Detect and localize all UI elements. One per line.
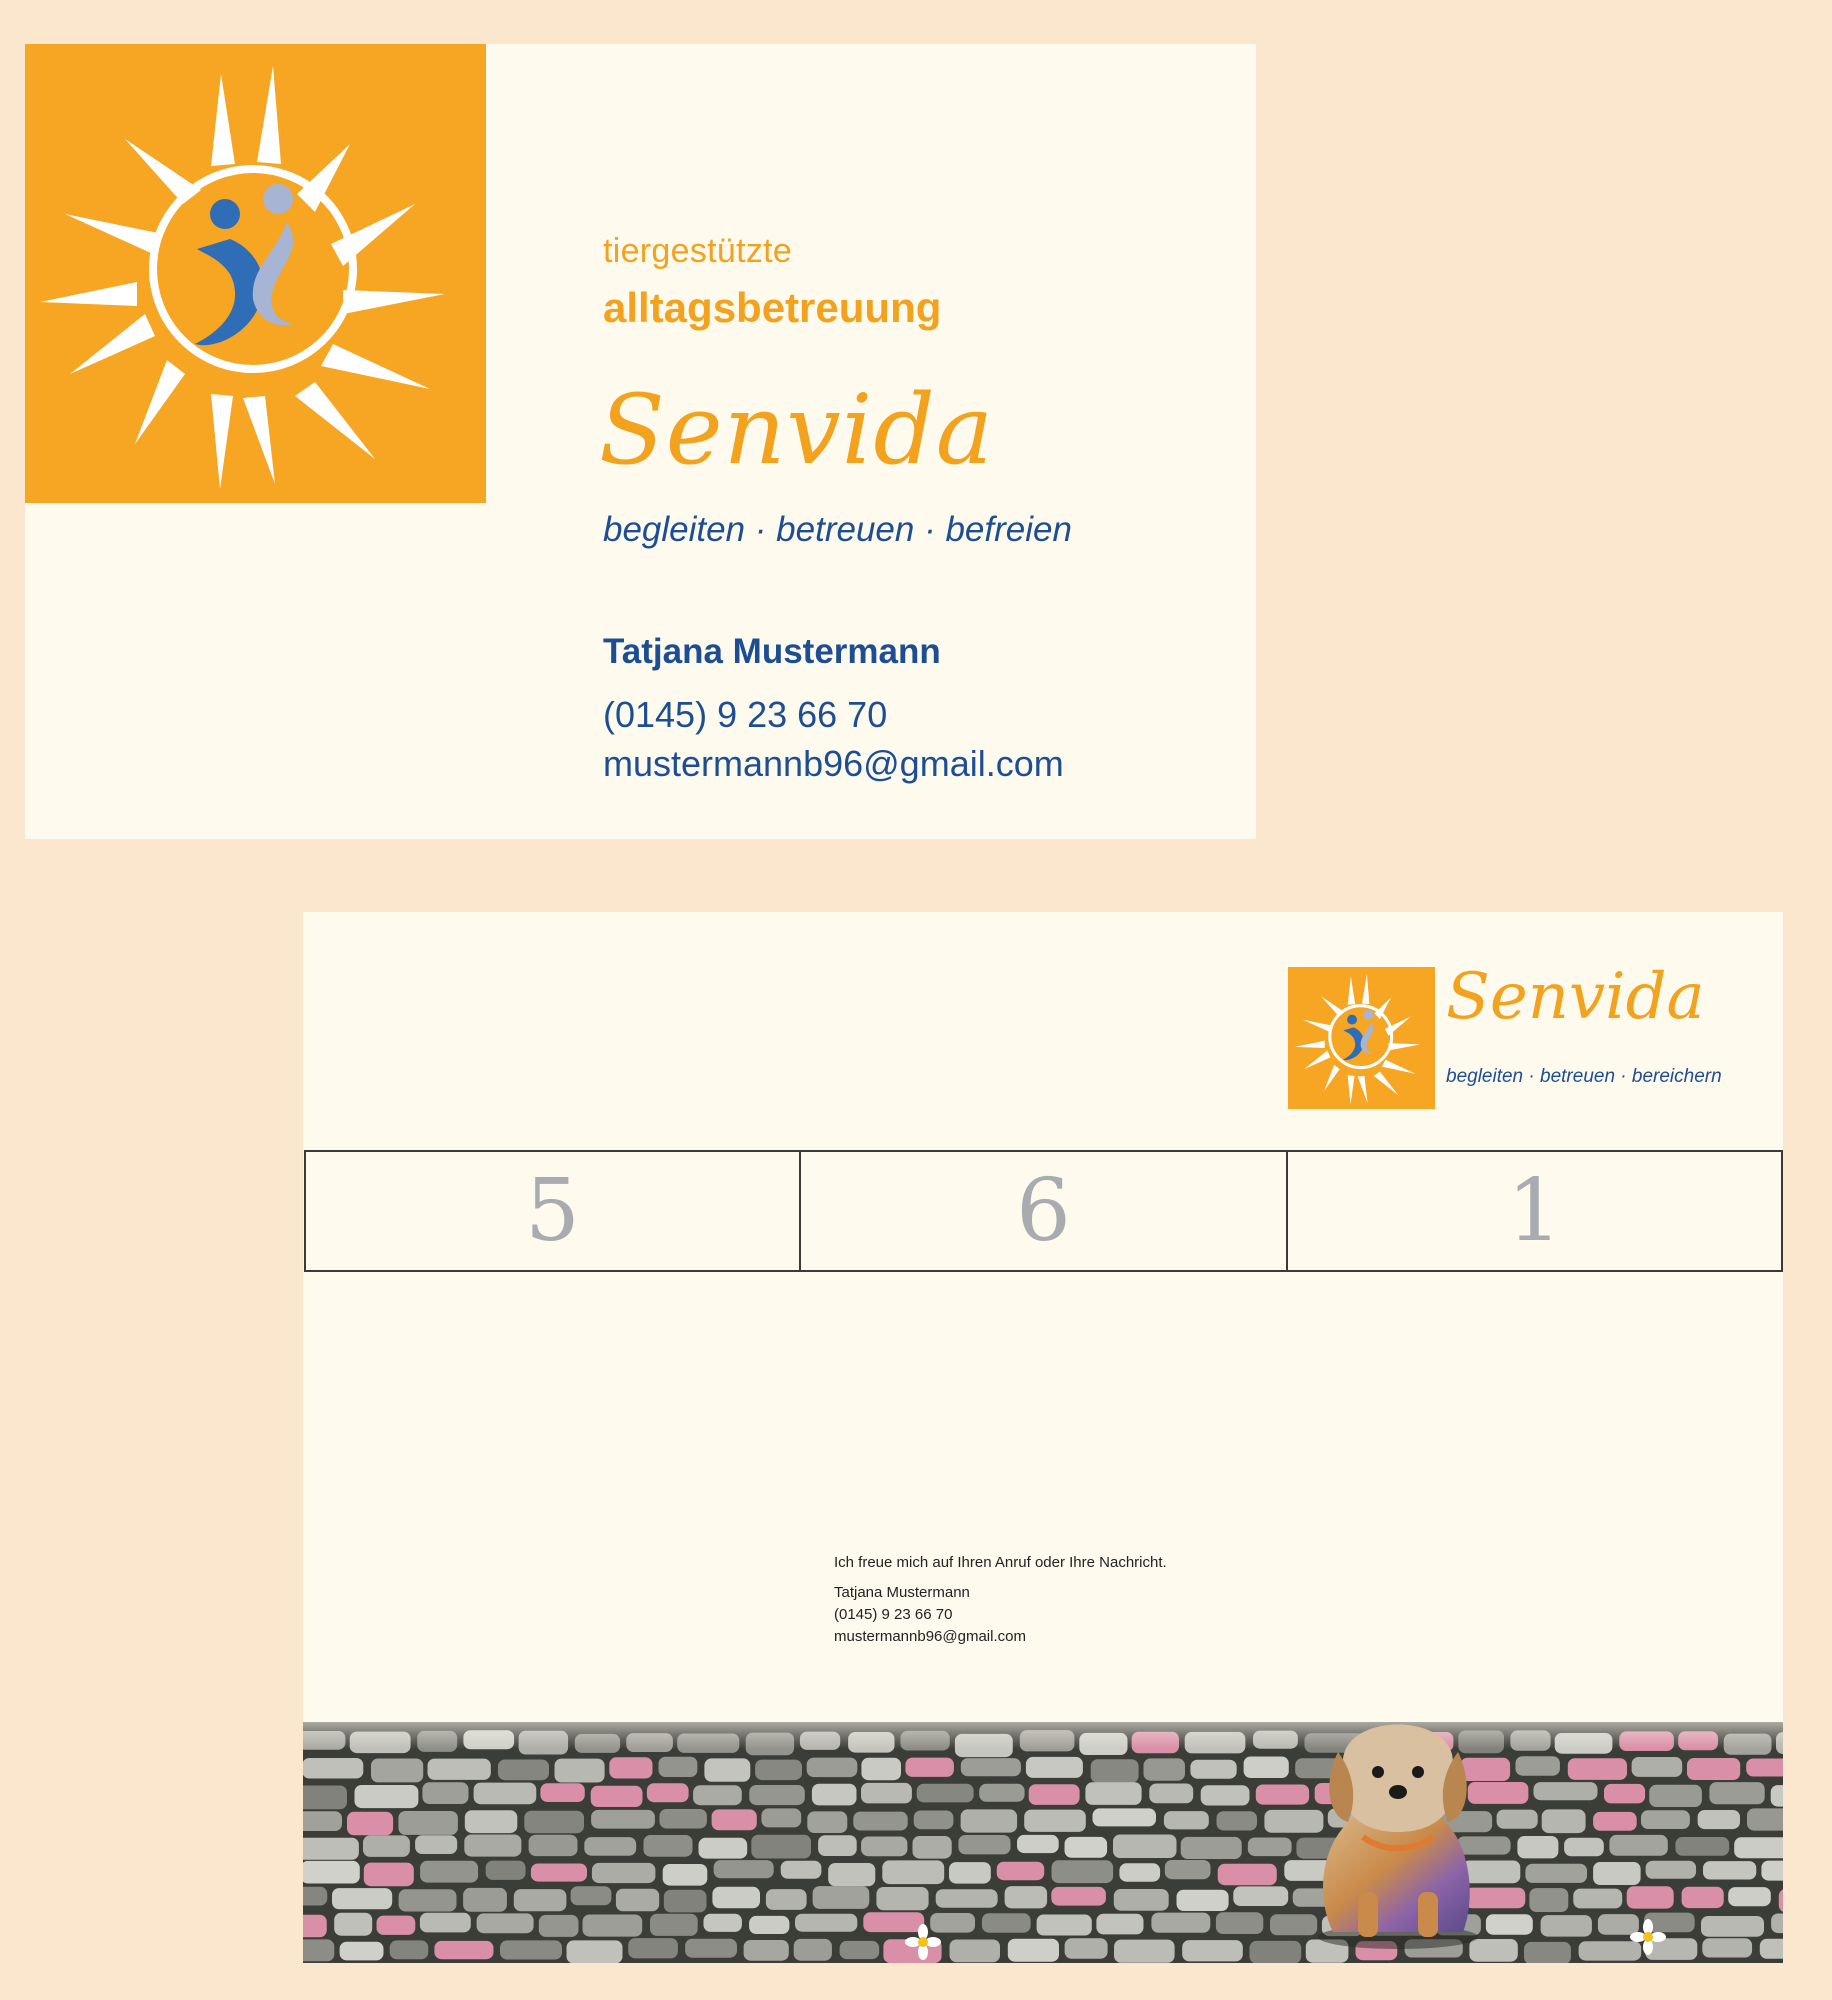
tagline-bold: alltagsbetreuung xyxy=(603,284,942,331)
closing-message: Ich freue mich auf Ihren Anruf oder Ihre Nachricht. xyxy=(834,1554,1167,1571)
contact-phone: (0145) 9 23 66 70 xyxy=(603,694,888,735)
flyer-back xyxy=(303,912,1783,1963)
sun-logo-icon xyxy=(25,44,486,503)
fold-panel: 6 xyxy=(799,1150,1286,1272)
daisy-icon xyxy=(903,1922,943,1962)
brand-name: Senvida xyxy=(599,374,995,486)
flyer-brand-name: Senvida xyxy=(1446,960,1705,1034)
tagline-small: tiergestützte xyxy=(603,232,793,270)
business-card xyxy=(25,44,1256,839)
dog-image xyxy=(1303,1692,1493,1952)
contact-email: mustermannb96@gmail.com xyxy=(603,743,1064,784)
flyer-contact-name: Tatjana Mustermann xyxy=(834,1584,970,1601)
flyer-brand-slogan: begleiten · betreuen · bereichern xyxy=(1446,1066,1722,1087)
fold-panel: 5 xyxy=(304,1150,799,1272)
brand-slogan: begleiten · betreuen · befreien xyxy=(603,510,1072,549)
flyer-contact-email: mustermannb96@gmail.com xyxy=(834,1628,1026,1645)
sun-logo-icon xyxy=(1288,967,1435,1109)
fold-panel: 1 xyxy=(1286,1150,1783,1272)
fold-panel-row xyxy=(304,1150,1783,1272)
contact-name: Tatjana Mustermann xyxy=(603,632,941,671)
daisy-icon xyxy=(1628,1917,1668,1957)
cobblestone-pavement-image xyxy=(303,1702,1783,1963)
flyer-contact-phone: (0145) 9 23 66 70 xyxy=(834,1606,953,1623)
